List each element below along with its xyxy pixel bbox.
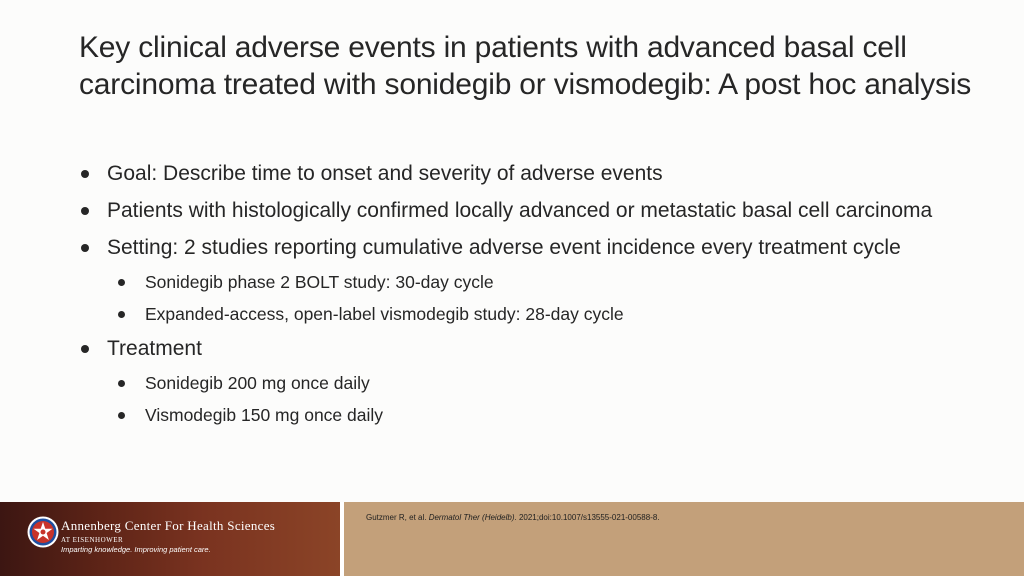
- org-name: Annenberg Center For Health Sciences: [61, 518, 276, 533]
- org-subtitle: AT EISENHOWER: [61, 536, 124, 544]
- bullet-dot-icon: [118, 380, 125, 387]
- bullet-dot-icon: [118, 311, 125, 318]
- bullet-text: Setting: 2 studies reporting cumulative adverse event incidence every treatment cycle: [107, 236, 901, 259]
- citation-journal: Dermatol Ther (Heidelb): [428, 513, 515, 522]
- citation: [366, 513, 660, 522]
- bullet-dot-icon: [81, 207, 89, 215]
- bullet-text: Patients with histologically confirmed locally advanced or metastatic basal cell carcinoma: [107, 199, 933, 222]
- bullet-dot-icon: [81, 244, 89, 252]
- sub-bullet-text: Vismodegib 150 mg once daily: [145, 405, 384, 425]
- citation-rest: . 2021;doi:10.1007/s13555-021-00588-8.: [514, 513, 660, 522]
- sub-bullet-text: Expanded-access, open-label vismodegib study: 28-day cycle: [145, 304, 624, 324]
- sub-bullet-item: [78, 269, 958, 295]
- sub-bullet-text: Sonidegib phase 2 BOLT study: 30-day cycle: [145, 272, 494, 292]
- bullet-item: [78, 232, 958, 263]
- bullet-dot-icon: [118, 412, 125, 419]
- citation-authors: Gutzmer R, et al.: [366, 513, 429, 522]
- footer: [0, 502, 1024, 576]
- org-tagline: Imparting knowledge. Improving patient care.: [61, 545, 211, 554]
- bullet-list: [78, 158, 958, 434]
- annenberg-seal-icon: [27, 516, 59, 548]
- bullet-item: [78, 158, 958, 189]
- bullet-text: Goal: Describe time to onset and severity of adverse events: [107, 162, 663, 185]
- sub-bullet-item: [78, 402, 958, 428]
- bullet-item: [78, 333, 958, 364]
- sub-bullet-text: Sonidegib 200 mg once daily: [145, 373, 370, 393]
- slide-title: Key clinical adverse events in patients with advanced basal cell carcinoma treated with sonidegib or vismodegib: A post hoc analysis: [79, 31, 972, 101]
- bullet-dot-icon: [118, 279, 125, 286]
- sub-bullet-item: [78, 301, 958, 327]
- bullet-dot-icon: [81, 170, 89, 178]
- bullet-item: [78, 195, 958, 226]
- sub-bullet-item: [78, 370, 958, 396]
- bullet-text: Treatment: [107, 337, 202, 360]
- logo-band: [0, 502, 340, 576]
- bullet-dot-icon: [81, 345, 89, 353]
